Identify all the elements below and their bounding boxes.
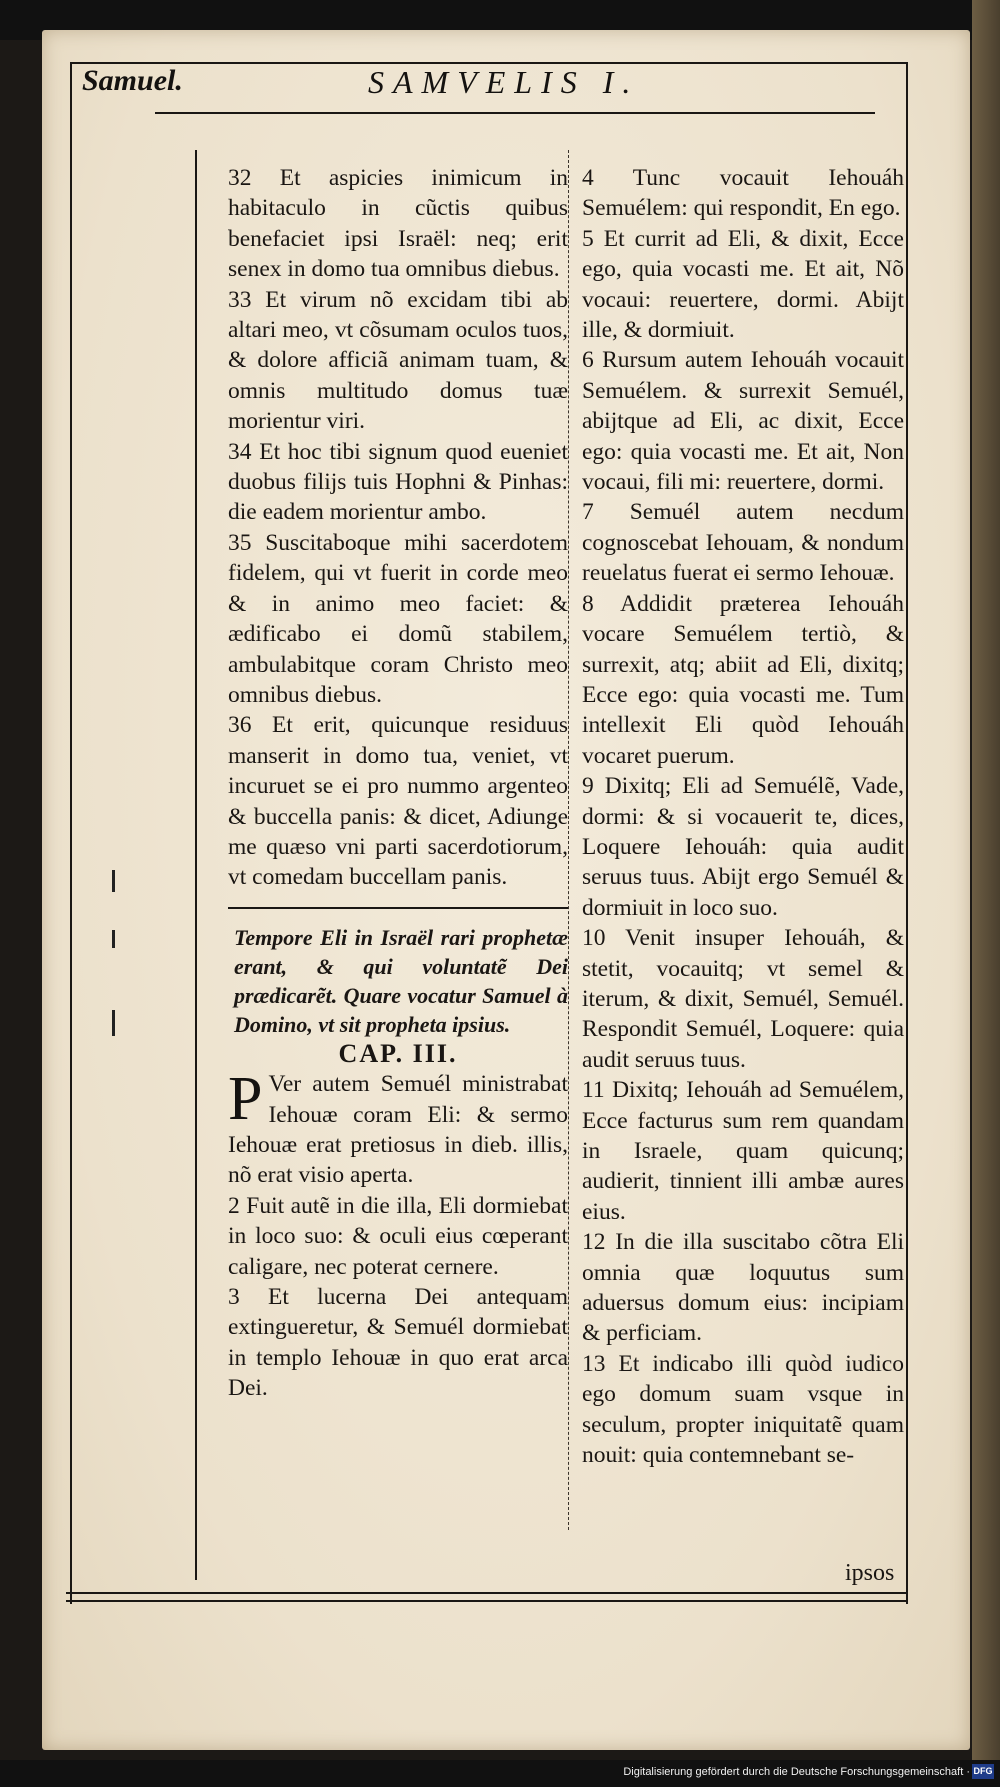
chapter-opening [228,1065,568,1191]
dfg-logo: DFG [972,1764,994,1779]
verse-paragraph: Ver autem Semuél ministrabat Iehouæ coram Eli: & sermo Iehouæ erat pretiosus in dieb. illis, nõ erat visio aperta. [228,1071,568,1189]
margin-mark [112,930,115,948]
verse-paragraph: 7 Semuél autem necdum cognoscebat Iehouam, & nondum reuelatus fuerat ei sermo Iehouæ. [582,499,904,587]
frame-bottom-rule-outer [66,1600,908,1602]
frame-bottom-rule [66,1592,908,1594]
column-divider [568,150,569,1530]
verse-paragraph: 33 Et virum nõ excidam tibi ab altari meo, vt cõsumam oculos tuos, & dolore afficiã animam tuam, & omnis multitudo domus tuæ morientur viri. [228,286,568,435]
drop-capital: P [228,1065,263,1134]
running-head-left: Samuel. [82,64,183,97]
chapter-summary: Tempore Eli in Israël rari prophetæ erant, & qui voluntatẽ Dei prædicarẽt. Quare vocatur Samuel à Domino, vt sit propheta ipsius. [234,924,568,1037]
verse-paragraph: 12 In die illa suscitabo cõtra Eli omnia quæ loquutus sum aduersus domum eius: incipiam & perficiam. [582,1229,904,1347]
verse-paragraph: 9 Dixitq; Eli ad Semuélẽ, Vade, dormi: & si vocauerit te, dices, Loquere Iehouáh: quia audit seruus tuus. Abijt ergo Semuél & dormiuit in loco suo. [582,773,904,921]
verse-paragraph: 3 Et lucerna Dei antequam extingueretur, & Semuél dormiebat in templo Iehouæ in quo erat arca Dei. [228,1284,568,1402]
verse-paragraph: 32 Et aspicies inimicum in habitaculo in cũctis quibus benefaciet ipsi Israël: neq; erit senex in domo tua omnibus diebus. [228,165,568,283]
left-column [228,163,568,1404]
verse-paragraph: 35 Suscitaboque mihi sacerdotem fidelem, qui vt fuerit in corde meo & in animo meo faciet: & ædificabo ei domũ stabilem, ambulabitque coram Christo meo omnibus diebus. [228,529,568,708]
verse-paragraph: 6 Rursum autem Iehouáh vocauit Semuélem. & surrexit Semuél, abijtque ad Eli, ac dixit, Ecce ego: quia vocasti me. Et ait, Non vocaui, fili mi: reuertere, dormi. [582,347,904,496]
section-rule [228,907,568,909]
verse-paragraph: 10 Venit insuper Iehouáh, & stetit, vocauitq; vt semel & iterum, & dixit, Semuél, Semuél. Respondit Semuél, Loquere: quia audit seruus tuus. [582,925,904,1073]
running-title: SAMVELIS I. [368,64,640,100]
funding-credit: Digitalisierung gefördert durch die Deutsche Forschungsgemeinschaft · [623,1766,970,1778]
header-rule [155,112,875,114]
inner-margin-rule [195,150,197,1580]
scan-right-edge [972,0,1000,1787]
verse-paragraph: 8 Addidit præterea Iehouáh vocare Semuélem tertiò, & surrexit, atq; abiit ad Eli, dixitq; Ecce ego: quia vocasti me. Tum intellexit Eli quòd Iehouáh vocaret puerum. [582,590,904,769]
margin-mark [112,1010,115,1036]
verse-paragraph: 36 Et erit, quicunque residuus manserit in domo tua, veniet, vt incuruet se ei pro nummo argenteo & buccella panis: & dicet, Adiunge me quæso vni parti sacerdotiorum, vt comedam buccellam panis. [228,712,568,891]
margin-mark [112,870,115,892]
verse-paragraph: 11 Dixitq; Iehouáh ad Semuélem, Ecce facturus sum rem quandam in Israele, quam quicunq; audierit, tinnient illi ambæ aures eius. [582,1077,904,1225]
verse-paragraph: 4 Tunc vocauit Iehouáh Semuélem: qui respondit, En ego. [582,165,904,222]
verse-paragraph: 5 Et currit ad Eli, & dixit, Ecce ego, quia vocasti me. Et ait, Nõ vocaui: reuertere, dormi. Abijt ille, & dormiuit. [582,225,904,344]
verse-paragraph: 13 Et indicabo illi quòd iudico ego domum suam vsque in seculum, propter iniquitatẽ quam nouit: quia contemnebant se- [582,1350,904,1469]
chapter-heading: CAP. III. [338,1038,458,1068]
catchword: ipsos [845,1560,895,1586]
verse-paragraph: 2 Fuit autẽ in die illa, Eli dormiebat in loco suo: & oculi eius cœperant caligare, nec poterat cernere. [228,1192,568,1280]
right-column [582,163,904,1470]
verse-paragraph: 34 Et hoc tibi signum quod eueniet duobus filijs tuis Hophni & Pinhas: die eadem morientur ambo. [228,438,568,526]
